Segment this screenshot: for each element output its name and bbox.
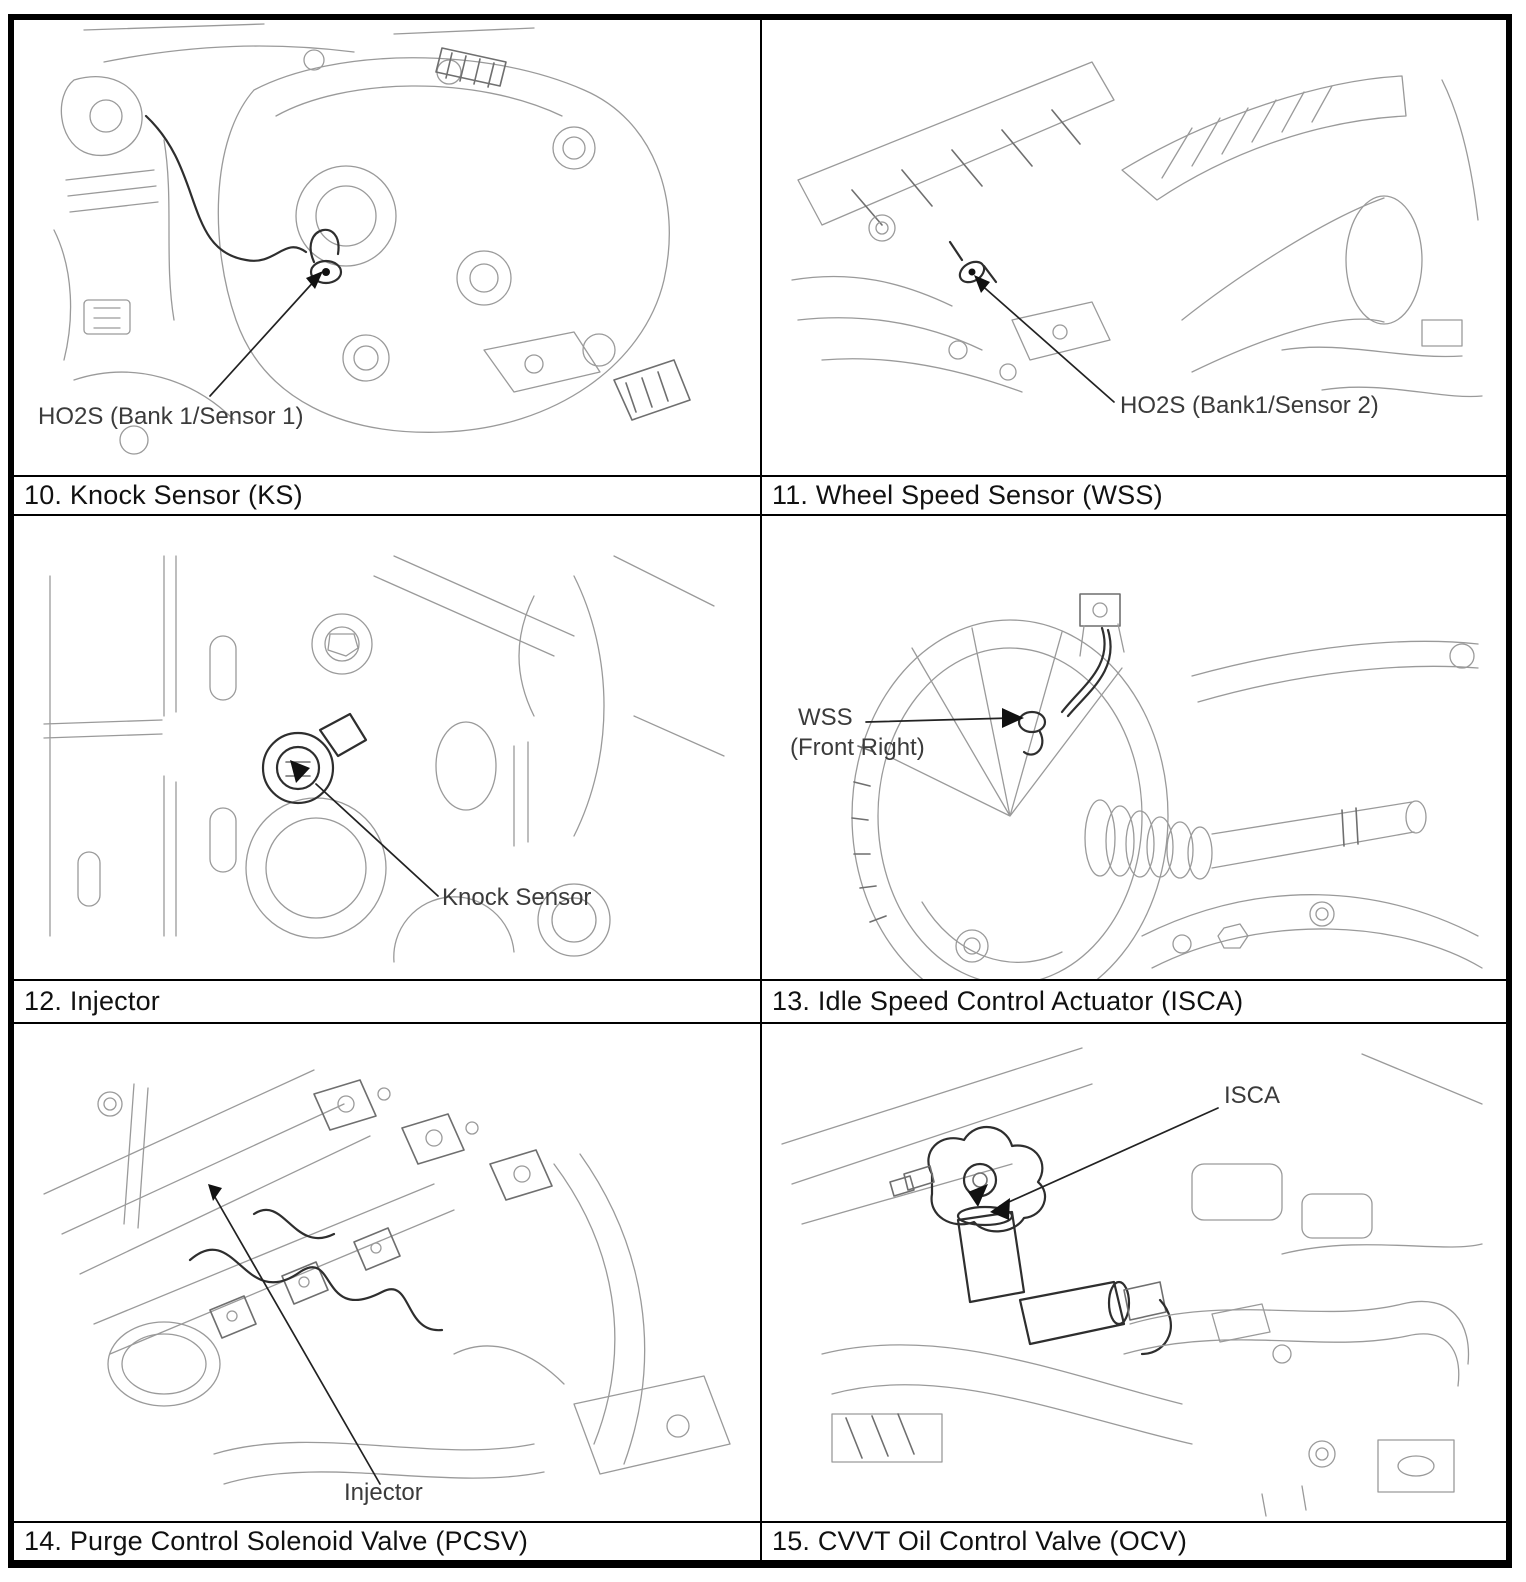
figure-cell-isca (762, 1024, 1506, 1521)
isca-label: ISCA (1224, 1082, 1281, 1109)
component-location-table (8, 14, 1512, 1568)
ho2s-bank1-sensor1-label: HO2S (Bank 1/Sensor 1) (38, 403, 304, 430)
figure-cell-wss (762, 516, 1506, 979)
caption-13-isca: 13. Idle Speed Control Actuator (ISCA) (762, 979, 1506, 1024)
caption-11-wheel-speed-sensor: 11. Wheel Speed Sensor (WSS) (762, 475, 1506, 516)
table-grid (14, 20, 1506, 1562)
caption-10-knock-sensor: 10. Knock Sensor (KS) (14, 475, 762, 516)
caption-12-injector: 12. Injector (14, 979, 762, 1024)
caption-15-ocv: 15. CVVT Oil Control Valve (OCV) (762, 1521, 1506, 1562)
figure-cell-knock-sensor (14, 516, 762, 979)
isca-drawing (762, 1024, 1506, 1521)
caption-14-pcsv: 14. Purge Control Solenoid Valve (PCSV) (14, 1521, 762, 1562)
knock-sensor-drawing (14, 516, 760, 979)
knock-sensor-label: Knock Sensor (442, 884, 592, 911)
ho2s-bank1-sensor2-label: HO2S (Bank1/Sensor 2) (1120, 392, 1379, 419)
figure-cell-ho2s-bank1-sensor2 (762, 20, 1506, 475)
wss-label-line1: WSS (798, 704, 853, 731)
figure-cell-injector (14, 1024, 762, 1521)
injector-label: Injector (344, 1479, 423, 1506)
figure-cell-ho2s-bank1-sensor1 (14, 20, 762, 475)
wss-label-line2: (Front Right) (790, 734, 925, 761)
injector-drawing (14, 1024, 760, 1521)
